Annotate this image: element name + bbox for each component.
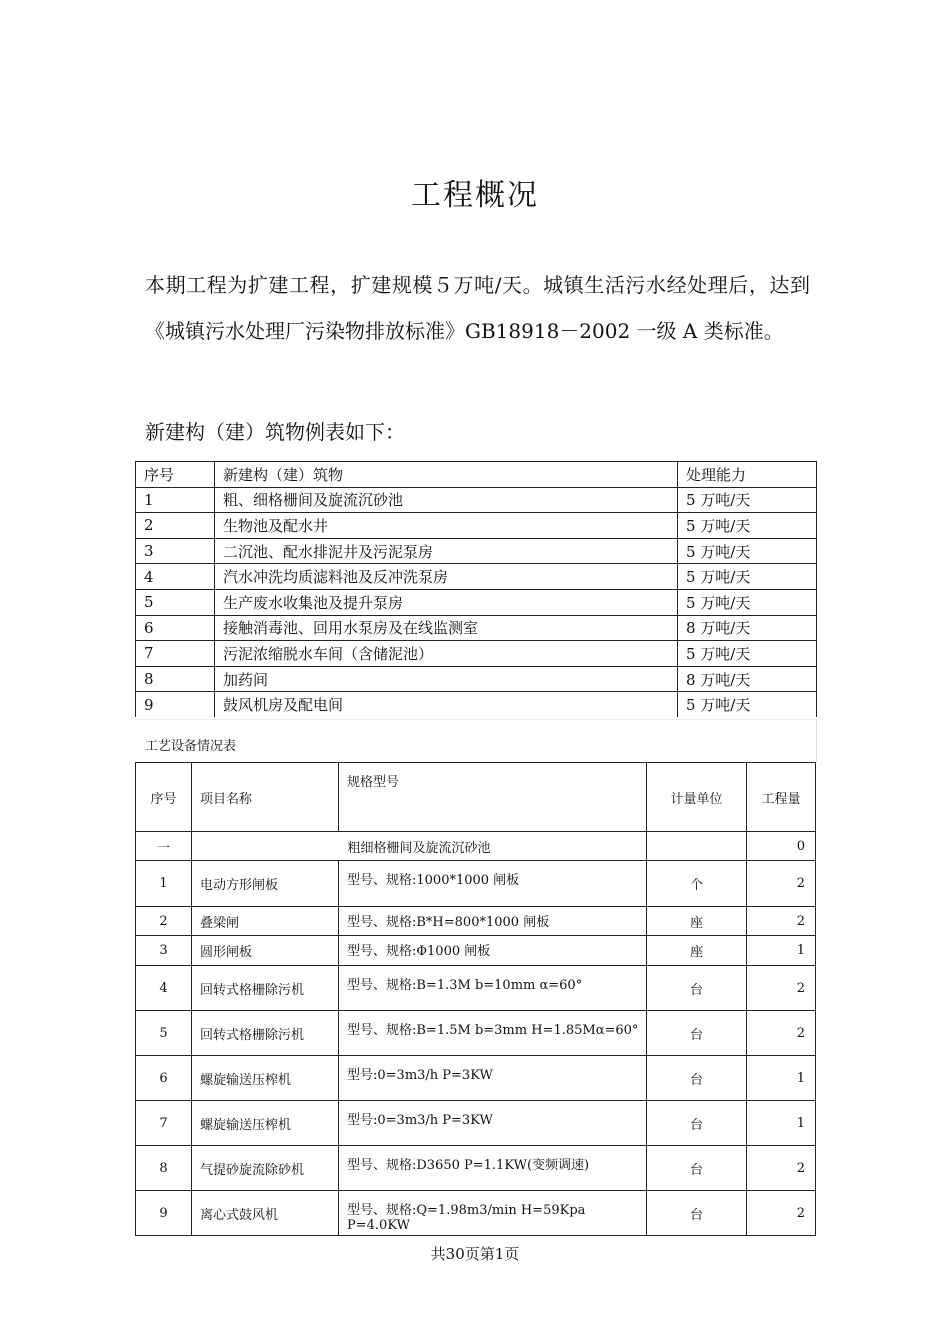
cell: 台	[647, 1101, 747, 1146]
cell: 圆形闸板	[192, 936, 339, 966]
table-row	[136, 666, 817, 692]
cell: 污泥浓缩脱水车间（含储泥池）	[215, 641, 678, 667]
page-title: 工程概况	[411, 178, 539, 213]
cell: 5 万吨/天	[678, 641, 817, 667]
cell: 型号、规格:B=1.5M b=3mm H=1.85Mα=60°	[339, 1011, 647, 1056]
cell: 二沉池、配水排泥井及污泥泵房	[215, 538, 678, 564]
page-footer: 共30页第1页	[430, 1245, 520, 1263]
table-row	[136, 589, 817, 615]
cell: 型号、规格:B*H=800*1000 闸板	[339, 907, 647, 936]
cell: 一	[136, 832, 192, 861]
cell: 0	[747, 832, 816, 861]
cell: 1	[136, 861, 192, 907]
table-row	[136, 1056, 816, 1101]
structures-table	[135, 461, 817, 717]
header-cell: 项目名称	[192, 763, 339, 832]
cell: 2	[136, 907, 192, 936]
cell: 粗、细格栅间及旋流沉砂池	[215, 487, 678, 513]
table-row	[136, 564, 817, 590]
cell: 5 万吨/天	[678, 487, 817, 513]
cell: 螺旋输送压榨机	[192, 1101, 339, 1146]
cell: 5 万吨/天	[678, 538, 817, 564]
cell: 台	[647, 1011, 747, 1056]
cell: 汽水冲洗均质滤料池及反冲洗泵房	[215, 564, 678, 590]
table-row	[136, 513, 817, 539]
cell: 型号:0=3m3/h P=3KW	[339, 1056, 647, 1101]
table-row	[136, 641, 817, 667]
cell: 型号、规格:Φ1000 闸板	[339, 936, 647, 966]
cell: 2	[136, 513, 215, 539]
cell: 8	[136, 1146, 192, 1191]
table-row	[136, 1101, 816, 1146]
cell: 9	[136, 1191, 192, 1236]
cell: 5 万吨/天	[678, 564, 817, 590]
cell: 5	[136, 589, 215, 615]
cell: 回转式格栅除污机	[192, 1011, 339, 1056]
header-cell: 规格型号	[339, 763, 647, 832]
cell: 型号、规格:D3650 P=1.1KW(变频调速)	[339, 1146, 647, 1191]
cell: 离心式鼓风机	[192, 1191, 339, 1236]
cell: 4	[136, 966, 192, 1011]
cell: 8 万吨/天	[678, 666, 817, 692]
cell: 5 万吨/天	[678, 692, 817, 717]
header-cell: 处理能力	[678, 462, 817, 488]
cell: 6	[136, 1056, 192, 1101]
cell: 座	[647, 936, 747, 966]
cell: 2	[747, 1011, 816, 1056]
table-row	[136, 1191, 816, 1236]
cell: 2	[747, 861, 816, 907]
table-row	[136, 615, 817, 641]
table-row	[136, 1011, 816, 1056]
cell: 台	[647, 1056, 747, 1101]
cell: 型号、规格:1000*1000 闸板	[339, 861, 647, 907]
cell: 1	[136, 487, 215, 513]
table-row	[136, 907, 816, 936]
cell: 回转式格栅除污机	[192, 966, 339, 1011]
table-row	[136, 966, 816, 1011]
cell: 5 万吨/天	[678, 513, 817, 539]
cell: 生产废水收集池及提升泵房	[215, 589, 678, 615]
header-cell: 序号	[136, 763, 192, 832]
cell: 台	[647, 966, 747, 1011]
cell: 生物池及配水井	[215, 513, 678, 539]
cell: 9	[136, 692, 215, 717]
equipment-table	[135, 762, 816, 1236]
cell: 3	[136, 936, 192, 966]
cell: 螺旋输送压榨机	[192, 1056, 339, 1101]
header-cell: 序号	[136, 462, 215, 488]
cell: 5	[136, 1011, 192, 1056]
cell: 8 万吨/天	[678, 615, 817, 641]
caption-frame	[135, 719, 817, 762]
cell: 2	[747, 907, 816, 936]
cell: 4	[136, 564, 215, 590]
cell: 6	[136, 615, 215, 641]
table-header-row	[136, 462, 817, 488]
cell: 鼓风机房及配电间	[215, 692, 678, 717]
cell: 台	[647, 1146, 747, 1191]
header-cell: 计量单位	[647, 763, 747, 832]
cell: 接触消毒池、回用水泵房及在线监测室	[215, 615, 678, 641]
table-header-row	[136, 763, 816, 832]
cell: 型号:0=3m3/h P=3KW	[339, 1101, 647, 1146]
cell: 7	[136, 1101, 192, 1146]
cell: 1	[747, 1101, 816, 1146]
cell: 2	[747, 966, 816, 1011]
cell: 7	[136, 641, 215, 667]
cell: 型号、规格:Q=1.98m3/min H=59Kpa P=4.0KW	[339, 1191, 647, 1236]
group-row	[136, 832, 816, 861]
cell: 型号、规格:B=1.3M b=10mm α=60°	[339, 966, 647, 1011]
header-cell: 新建构（建）筑物	[215, 462, 678, 488]
cell: 座	[647, 907, 747, 936]
table-row	[136, 487, 817, 513]
table-row	[136, 936, 816, 966]
table-row	[136, 1146, 816, 1191]
cell: 3	[136, 538, 215, 564]
header-cell: 工程量	[747, 763, 816, 832]
equipment-table-caption: 工艺设备情况表	[145, 739, 237, 754]
cell: 2	[747, 1146, 816, 1191]
cell: 8	[136, 666, 215, 692]
table-intro: 新建构（建）筑物例表如下：	[145, 420, 405, 444]
table-row	[136, 692, 817, 717]
cell: 电动方形闸板	[192, 861, 339, 907]
table-row	[136, 861, 816, 907]
table-row	[136, 538, 817, 564]
cell: 5 万吨/天	[678, 589, 817, 615]
cell: 个	[647, 861, 747, 907]
cell	[647, 832, 747, 861]
cell: 1	[747, 1056, 816, 1101]
cell: 加药间	[215, 666, 678, 692]
project-description: 本期工程为扩建工程，扩建规模５万吨/天。城镇生活污水经处理后，达到《城镇污水处理厂污染物排放标准》GB18918－2002 一级 A 类标准。	[145, 273, 810, 343]
cell: 叠梁闸	[192, 907, 339, 936]
cell: 台	[647, 1191, 747, 1236]
cell: 1	[747, 936, 816, 966]
cell: 粗细格栅间及旋流沉砂池	[192, 832, 647, 861]
cell: 2	[747, 1191, 816, 1236]
cell: 气提砂旋流除砂机	[192, 1146, 339, 1191]
